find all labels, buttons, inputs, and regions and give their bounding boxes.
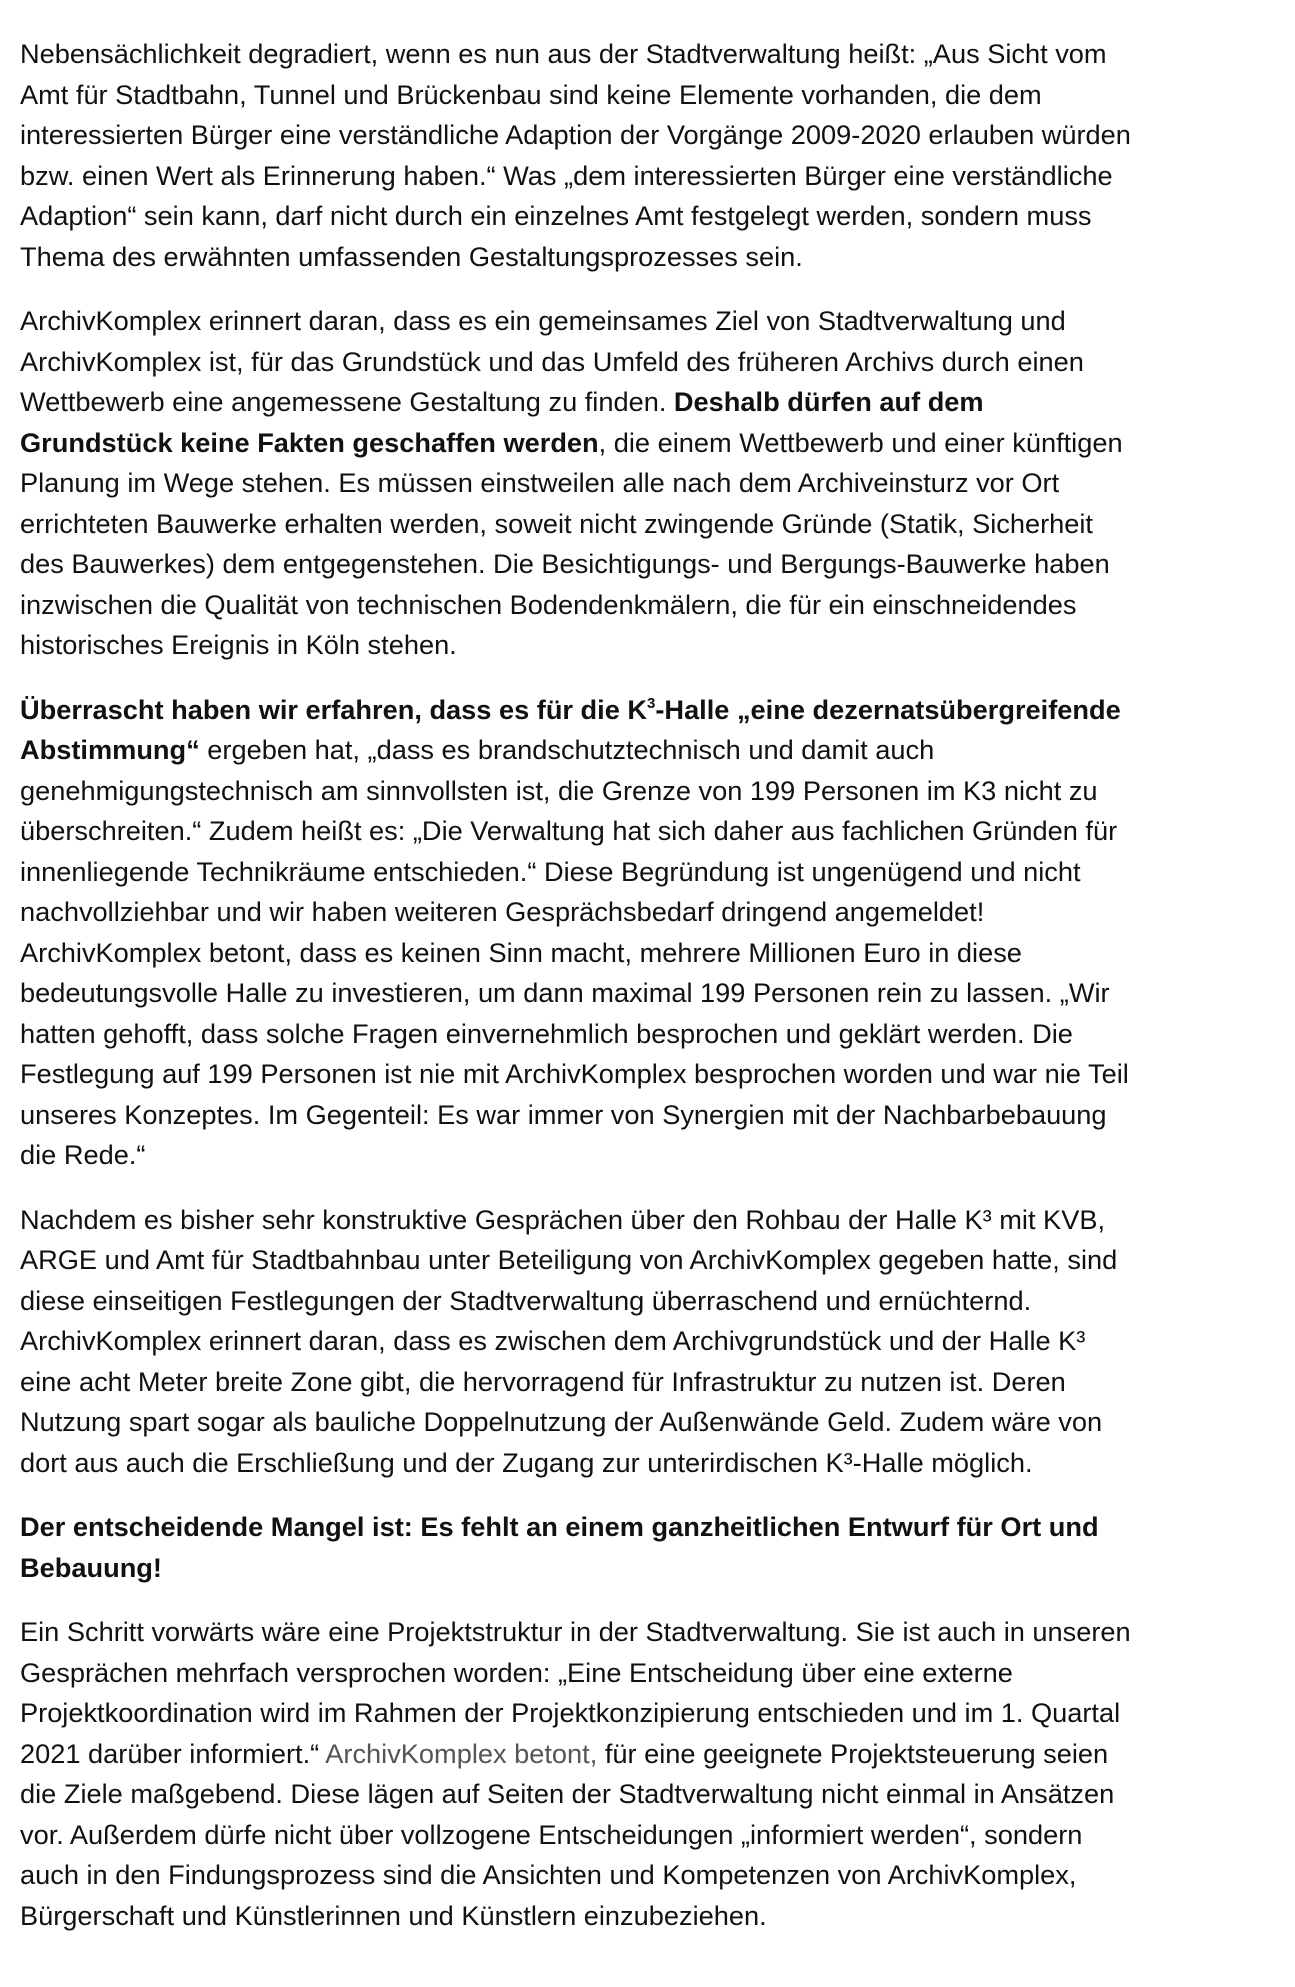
text-bold: Überrascht haben wir erfahren, dass es für die K xyxy=(20,693,648,725)
text-bold: Abstimmung“ xyxy=(20,734,200,765)
text-line: unseres Konzeptes. Im Gegenteil: Es war immer von Synergien mit der Nachbarbebauung xyxy=(20,1098,1107,1130)
text-line: Ein Schritt vorwärts wäre eine Projektstruktur in der Stadtverwaltung. Sie ist auch in unseren xyxy=(20,1616,1131,1647)
text-line: die Rede.“ xyxy=(20,1139,146,1170)
text-line xyxy=(20,690,1275,731)
text-line: Nachdem es bisher sehr konstruktive Gesprächen über den Rohbau der Halle K³ mit KVB, xyxy=(20,1203,1106,1235)
text-line: Gesprächen mehrfach versprochen worden: „Eine Entscheidung über eine externe xyxy=(20,1656,1013,1688)
text-line-bold: Der entscheidende Mangel ist: Es fehlt an einem ganzheitlichen Entwurf für Ort und xyxy=(20,1511,1099,1542)
text-line: überschreiten.“ Zudem heißt es: „Die Verwaltung hat sich daher aus fachlichen Gründen für xyxy=(20,815,1118,846)
text-line: Adaption“ sein kann, darf nicht durch ein einzelnes Amt festgelegt werden, sondern muss xyxy=(20,200,1092,231)
text-line: diese einseitigen Festlegungen der Stadtverwaltung überraschend und ernüchternd. xyxy=(20,1284,1032,1316)
text-gray: ArchivKomplex betont, xyxy=(325,1737,598,1769)
text-line: errichteten Bauwerke erhalten werden, soweit nicht zwingende Gründe (Statik, Sicherheit xyxy=(20,507,1093,539)
text-line: inzwischen die Qualität von technischen Bodendenkmälern, die für ein einschneidendes xyxy=(20,588,1077,620)
superscript: 3 xyxy=(647,694,656,712)
text-line xyxy=(20,382,1275,423)
paragraph-2 xyxy=(20,301,1275,666)
text-line: bzw. einen Wert als Erinnerung haben.“ Was „dem interessierten Bürger eine verständliche xyxy=(20,159,1113,191)
text-bold: Deshalb dürfen auf dem xyxy=(673,386,984,417)
text-line: ArchivKomplex betont, dass es keinen Sinn macht, mehrere Millionen Euro in diese xyxy=(20,936,1022,968)
text-line: ArchivKomplex erinnert daran, dass es zwischen dem Archivgrundstück und der Halle K³ xyxy=(20,1325,1086,1356)
text-line: eine acht Meter breite Zone gibt, die hervorragend für Infrastruktur zu nutzen ist. Deren xyxy=(20,1365,1066,1397)
text-bold: -Halle „eine dezernatsübergreifende xyxy=(655,693,1121,725)
text-line: auch in den Findungsprozess sind die Ansichten und Kompetenzen von ArchivKomplex, xyxy=(20,1859,1077,1890)
text-line: Nutzung spart sogar als bauliche Doppelnutzung der Außenwände Geld. Zudem wäre von xyxy=(20,1406,1103,1437)
text-line: Thema des erwähnten umfassenden Gestaltungsprozesses sein. xyxy=(20,240,803,272)
text-normal: Wettbewerb eine angemessene Gestaltung zu finden. xyxy=(20,386,674,417)
text-line: hatten gehofft, dass solche Fragen einvernehmlich besprochen und geklärt werden. Die xyxy=(20,1017,1073,1049)
text-line: Festlegung auf 199 Personen ist nie mit ArchivKomplex besprochen worden und war nie Teil xyxy=(20,1058,1129,1089)
text-normal: 2021 darüber informiert.“ xyxy=(20,1737,326,1769)
text-line: interessierten Bürger eine verständliche Adaption der Vorgänge 2009-2020 erlauben würden xyxy=(20,119,1131,150)
text-line: ARGE und Amt für Stadtbahnbau unter Beteiligung von ArchivKomplex gegeben hatte, sind xyxy=(20,1244,1118,1275)
text-line: innenliegende Technikräume entschieden.“ Diese Begründung ist ungenügend und nicht xyxy=(20,855,1081,887)
text-line: die Ziele maßgebend. Diese lägen auf Seiten der Stadtverwaltung nicht einmal in Ansätzen xyxy=(20,1778,1115,1809)
text-normal: ergeben hat, „dass es brandschutztechnisch und damit auch xyxy=(199,734,935,765)
text-line: Bürgerschaft und Künstlerinnen und Künstlern einzubeziehen. xyxy=(20,1899,767,1931)
text-line: ArchivKomplex erinnert daran, dass es ein gemeinsames Ziel von Stadtverwaltung und xyxy=(20,305,1066,336)
paragraph-4 xyxy=(20,1200,1275,1484)
text-line: genehmigungstechnisch am sinnvollsten ist, die Grenze von 199 Personen im K3 nicht zu xyxy=(20,774,1098,806)
text-line: ArchivKomplex ist, für das Grundstück und das Umfeld des früheren Archivs durch einen xyxy=(20,345,1084,377)
paragraph-5-bold-statement xyxy=(20,1507,1275,1588)
text-line xyxy=(20,1734,1275,1775)
text-line-bold: Bebauung! xyxy=(20,1551,162,1583)
text-bold: Grundstück keine Fakten geschaffen werden xyxy=(20,426,599,458)
paragraph-3 xyxy=(20,690,1275,1176)
paragraph-6 xyxy=(20,1612,1275,1936)
text-line: des Bauwerkes) dem entgegenstehen. Die Besichtigungs- und Bergungs-Bauwerke haben xyxy=(20,548,1110,579)
text-line: bedeutungsvolle Halle zu investieren, um dann maximal 199 Personen rein zu lassen. „Wir xyxy=(20,977,1110,1008)
text-line: Nebensächlichkeit degradiert, wenn es nun aus der Stadtverwaltung heißt: „Aus Sicht vom xyxy=(20,38,1107,69)
text-line xyxy=(20,423,1275,464)
text-line xyxy=(20,730,1275,771)
text-line: historisches Ereignis in Köln stehen. xyxy=(20,629,457,660)
text-line: dort aus auch die Erschließung und der Zugang zur unterirdischen K³-Halle möglich. xyxy=(20,1446,1033,1478)
text-normal: für eine geeignete Projektsteuerung seien xyxy=(597,1737,1109,1769)
text-normal: , die einem Wettbewerb und einer künftigen xyxy=(598,426,1123,458)
text-line: Amt für Stadtbahn, Tunnel und Brückenbau sind keine Elemente vorhanden, die dem xyxy=(20,78,1042,110)
text-line: Projektkoordination wird im Rahmen der Projektkonzipierung entschieden und im 1. Quartal xyxy=(20,1697,1121,1728)
text-line: Planung im Wege stehen. Es müssen einstweilen alle nach dem Archiveinsturz vor Ort xyxy=(20,467,1060,498)
text-line: vor. Außerdem dürfe nicht über vollzogene Entscheidungen „informiert werden“, sondern xyxy=(20,1818,1083,1850)
text-line: nachvollziehbar und wir haben weiteren Gesprächsbedarf dringend angemeldet! xyxy=(20,896,985,927)
paragraph-1 xyxy=(20,34,1275,277)
